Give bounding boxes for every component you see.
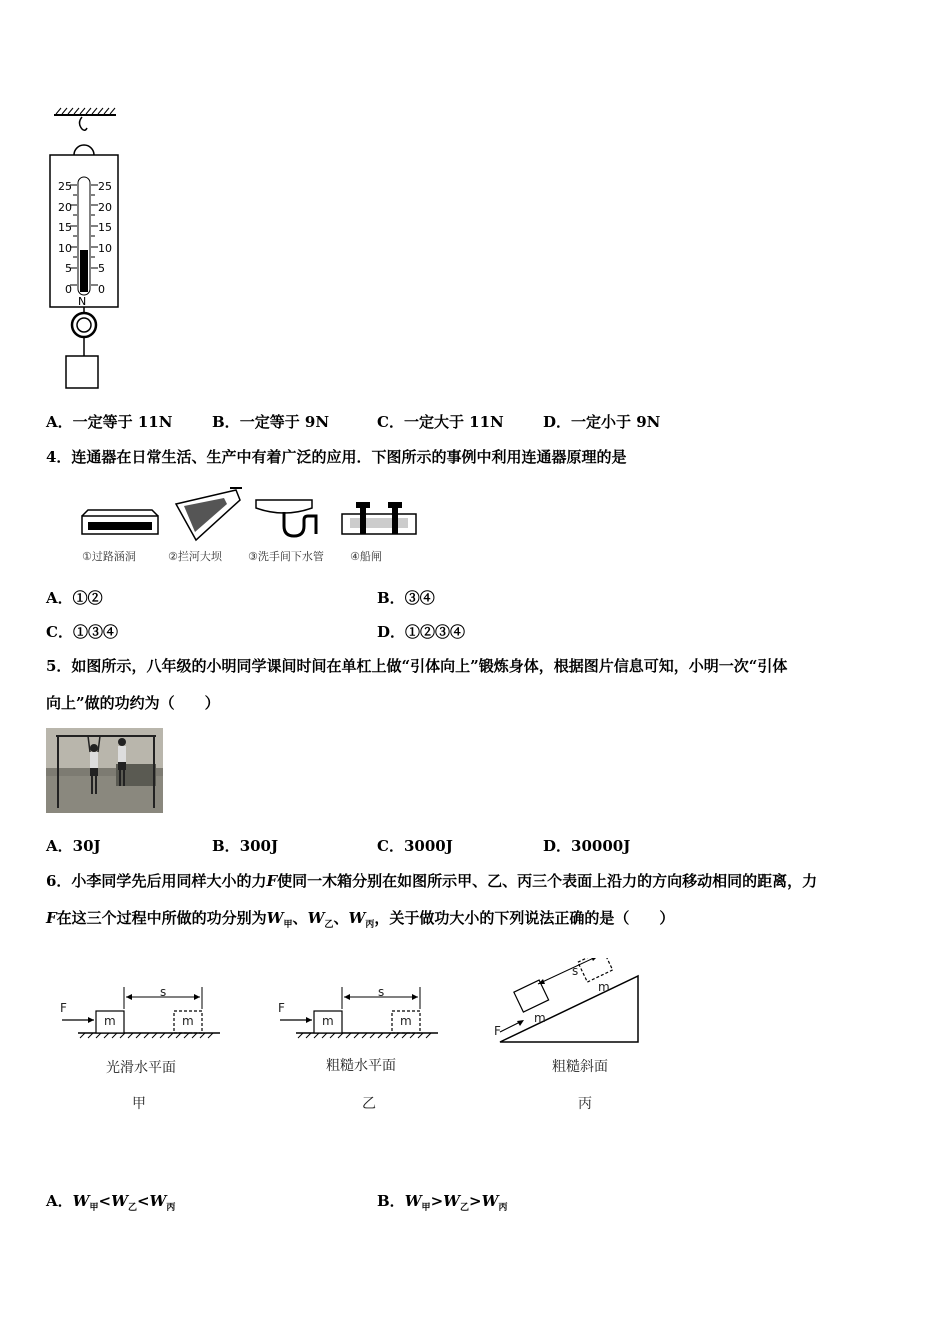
surface-label: 光滑水平面 [106,1060,176,1076]
scale-ticks-right [98,177,120,300]
option-label: C． [377,837,404,855]
option-label: A． [46,589,73,607]
q5-option-c[interactable] [377,835,453,856]
work-symbol: W [266,909,284,927]
q5-stem-line2: 向上”做的功约为（ ） [46,694,220,712]
q6-option-b[interactable] [377,1190,507,1213]
q5-option-d[interactable] [543,835,630,856]
tick-label: 5 [98,262,105,275]
tick-label: 5 [65,262,72,275]
force-symbol: F [46,909,57,927]
q5-stem-line1: 5．如图所示，八年级的小明同学课间时间在单杠上做“引体向上”锻炼身体，根据图片信息可知，小明一次“引体 [46,657,788,675]
tick-label: 10 [98,241,112,255]
q4-stem: 4．连通器在日常生活、生产中有着广泛的应用．下图所示的事例中利用连通器原理的是 [46,448,627,466]
rough-surface-diagram [276,985,446,1045]
option-text: ①②③④ [405,623,466,641]
q4-figures [80,486,420,568]
option-label: B． [212,413,240,431]
work-subscript: 乙 [127,1203,137,1213]
stem-text: ，关于做功大小的下列说法正确的是（ ） [374,909,675,927]
q4-option-a[interactable] [46,587,103,608]
option-text: ①② [72,589,103,607]
separator: 、 [292,909,308,927]
figure-jia [58,985,228,1115]
work-subscript: 甲 [89,1203,99,1213]
figure-name: 丙 [578,1096,592,1112]
q3-option-c[interactable] [377,411,504,432]
comparison-symbol: > [430,1192,444,1210]
tick-label: 0 [98,282,105,296]
caption-lock: ④船闸 [350,550,382,563]
sink-trap-icon [256,500,316,536]
q4-option-d[interactable] [377,621,465,642]
caption-dam: ②拦河大坝 [168,550,222,563]
mass-label-dashed: m [598,980,610,994]
caption-culvert: ①过路涵洞 [82,550,136,563]
force-symbol: F [266,872,278,890]
work-subscript: 丙 [365,920,375,930]
comparison-symbol: < [98,1192,112,1210]
force-label: F [60,1001,67,1015]
option-text: 一定等于 9N [239,413,330,431]
surface-label: 粗糙水平面 [326,1058,396,1074]
caption-sink: ③洗手间下水管 [248,550,324,563]
figure-name: 乙 [362,1096,376,1112]
option-label: A． [46,837,73,855]
option-label: D． [543,837,572,855]
separator: 、 [333,909,349,927]
tick-label: 10 [58,241,72,255]
work-subscript: 丙 [498,1203,508,1213]
work-subscript: 乙 [324,920,334,930]
tick-label: 20 [58,200,72,214]
option-label: B． [212,837,240,855]
pull-up-photo [46,728,163,813]
option-text: 一定小于 9N [571,413,661,431]
ship-lock-icon [342,502,416,534]
option-text: ①③④ [72,623,118,641]
pull-up-photo-icon [46,728,163,813]
work-symbol: W [111,1192,128,1210]
distance-label: s [572,964,579,978]
q4-option-b[interactable] [377,587,435,608]
q5-option-a[interactable] [46,835,101,856]
incline-diagram [488,958,648,1048]
work-symbol: W [481,1192,499,1210]
distance-label: s [378,985,385,999]
connected-vessel-icons [80,486,420,546]
option-text: 一定大于 11N [403,413,504,431]
option-label: B． [377,1192,405,1210]
option-label: C． [46,623,73,641]
option-text: 30000J [571,837,631,855]
work-symbol: W [348,909,366,927]
scale-ticks-left [50,177,72,300]
q4-option-c[interactable] [46,621,118,642]
tick-label: 15 [98,221,112,234]
q3-option-a[interactable] [46,411,172,432]
work-subscript: 乙 [460,1203,470,1213]
figure-yi [276,985,446,1115]
figure-name: 甲 [132,1096,146,1112]
work-symbol: W [72,1192,90,1210]
work-subscript: 甲 [421,1203,431,1213]
option-label: B． [377,589,405,607]
option-text: ③④ [404,589,435,607]
tick-label: 15 [58,221,72,234]
work-subscript: 甲 [283,920,293,930]
work-symbol: W [443,1192,460,1210]
tick-label: 25 [58,180,72,193]
comparison-symbol: > [469,1192,482,1210]
q6-stem-line1 [46,870,817,891]
stem-text: 在这三个过程中所做的功分别为 [56,909,267,927]
option-label: A． [46,413,73,431]
force-label: F [278,1001,285,1015]
scale-unit: N [78,295,87,308]
spring-scale-figure [44,105,124,395]
q6-stem-line2 [46,907,674,930]
force-label: F [494,1024,501,1038]
option-label: D． [377,623,406,641]
surface-label: 粗糙斜面 [552,1059,608,1075]
stem-text: 使同一木箱分别在如图所示甲、乙、丙三个表面上沿力的方向移动相同的距离，力 [277,872,818,890]
q3-option-b[interactable] [212,411,329,432]
tick-label: 20 [98,200,112,214]
stem-text: 6．小李同学先后用同样大小的力 [46,872,267,890]
option-text: 300J [239,837,279,855]
q3-option-d[interactable] [543,411,660,432]
smooth-surface-diagram [58,985,228,1045]
mass-label: m [534,1011,546,1025]
mass-label: m [104,1014,116,1028]
figure-bing [488,958,648,1118]
work-subscript: 丙 [166,1203,176,1213]
option-text: 一定等于 11N [72,413,173,431]
tick-label: 0 [65,282,72,296]
option-label: A． [46,1192,73,1210]
tick-label: 25 [98,180,112,193]
q5-option-b[interactable] [212,835,278,856]
q6-option-a[interactable] [46,1190,175,1213]
work-symbol: W [307,909,325,927]
comparison-symbol: < [136,1192,150,1210]
option-text: 30J [72,837,101,855]
work-symbol: W [149,1192,167,1210]
mass-label-dashed: m [400,1014,412,1028]
distance-label: s [160,985,167,999]
dam-icon [176,488,242,540]
culvert-icon [82,510,158,534]
option-label: D． [543,413,572,431]
work-symbol: W [404,1192,422,1210]
mass-label-dashed: m [182,1014,194,1028]
option-label: C． [377,413,404,431]
option-text: 3000J [403,837,453,855]
mass-label: m [322,1014,334,1028]
